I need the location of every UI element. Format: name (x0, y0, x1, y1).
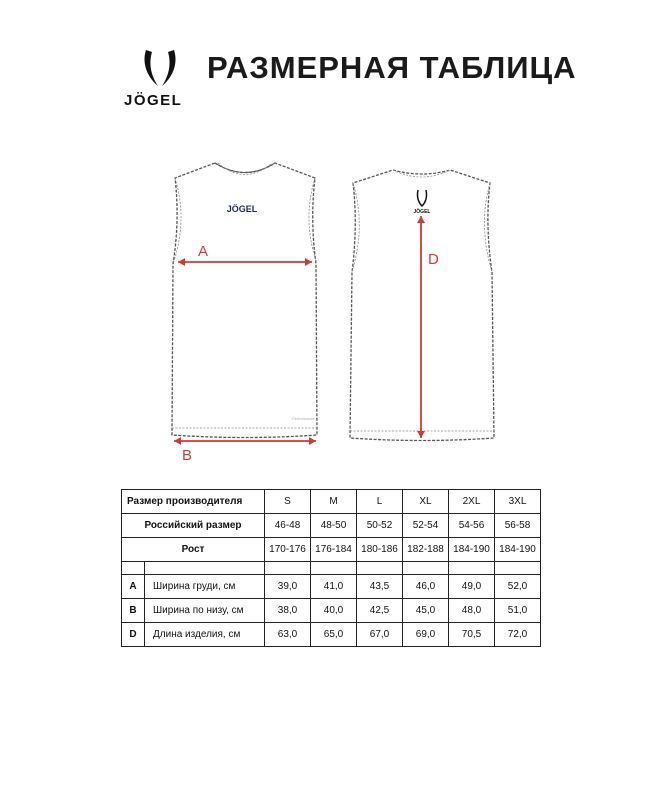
height-label: Рост (122, 538, 265, 562)
table-cell: 182-188 (403, 538, 449, 562)
russian-size-label: Российский размер (122, 514, 265, 538)
measure-letter: D (122, 623, 145, 647)
table-cell: 176-184 (311, 538, 357, 562)
size-cell: 2XL (449, 490, 495, 514)
brand-name: JÖGEL (124, 92, 183, 109)
size-cell: 3XL (495, 490, 541, 514)
table-row-height (122, 538, 541, 562)
table-cell: 184-190 (495, 538, 541, 562)
brand-mark-icon (140, 48, 180, 88)
table-cell: 48-50 (311, 514, 357, 538)
measure-name: Длина изделия, см (145, 623, 265, 647)
measure-name: Ширина по низу, см (145, 599, 265, 623)
label-b: B (182, 447, 193, 464)
label-a: A (198, 243, 209, 260)
table-row-header (122, 490, 541, 514)
table-cell: 49,0 (449, 575, 495, 599)
table-cell: 40,0 (311, 599, 357, 623)
table-cell: 63,0 (265, 623, 311, 647)
measure-letter: B (122, 599, 145, 623)
table-cell: 170-176 (265, 538, 311, 562)
table-cell: 70,5 (449, 623, 495, 647)
front-logo: JÖGEL (226, 204, 258, 214)
size-cell: S (265, 490, 311, 514)
measure-letter: A (122, 575, 145, 599)
size-cell: L (357, 490, 403, 514)
table-cell: 41,0 (311, 575, 357, 599)
label-d: D (428, 251, 439, 268)
table-cell: 69,0 (403, 623, 449, 647)
table-cell: 51,0 (495, 599, 541, 623)
table-cell: 39,0 (265, 575, 311, 599)
table-cell: 46,0 (403, 575, 449, 599)
page-title: РАЗМЕРНАЯ ТАБЛИЦА (207, 50, 577, 85)
table-row-measure-b (122, 599, 541, 623)
table-row-measure-d (122, 623, 541, 647)
table-cell: 43,5 (357, 575, 403, 599)
table-spacer (122, 562, 541, 575)
table-cell: 48,0 (449, 599, 495, 623)
table-cell: 52-54 (403, 514, 449, 538)
table-cell: 184-190 (449, 538, 495, 562)
size-cell: M (311, 490, 357, 514)
table-cell: 42,5 (357, 599, 403, 623)
svg-text:Performance: Performance (292, 416, 315, 421)
front-view (172, 163, 317, 464)
table-cell: 72,0 (495, 623, 541, 647)
table-cell: 50-52 (357, 514, 403, 538)
garment-illustration (160, 160, 510, 470)
back-logo: JÖGEL (413, 209, 431, 215)
back-view (350, 170, 494, 441)
manufacturer-size-label: Размер производителя (122, 490, 265, 514)
table-cell: 54-56 (449, 514, 495, 538)
size-table (121, 489, 541, 647)
table-row-russian (122, 514, 541, 538)
table-cell: 46-48 (265, 514, 311, 538)
table-cell: 56-58 (495, 514, 541, 538)
table-cell: 52,0 (495, 575, 541, 599)
table-cell: 67,0 (357, 623, 403, 647)
measure-name: Ширина груди, см (145, 575, 265, 599)
size-cell: XL (403, 490, 449, 514)
table-cell: 65,0 (311, 623, 357, 647)
table-cell: 38,0 (265, 599, 311, 623)
brand-logo (118, 48, 198, 110)
table-cell: 180-186 (357, 538, 403, 562)
table-row-measure-a (122, 575, 541, 599)
table-cell: 45,0 (403, 599, 449, 623)
